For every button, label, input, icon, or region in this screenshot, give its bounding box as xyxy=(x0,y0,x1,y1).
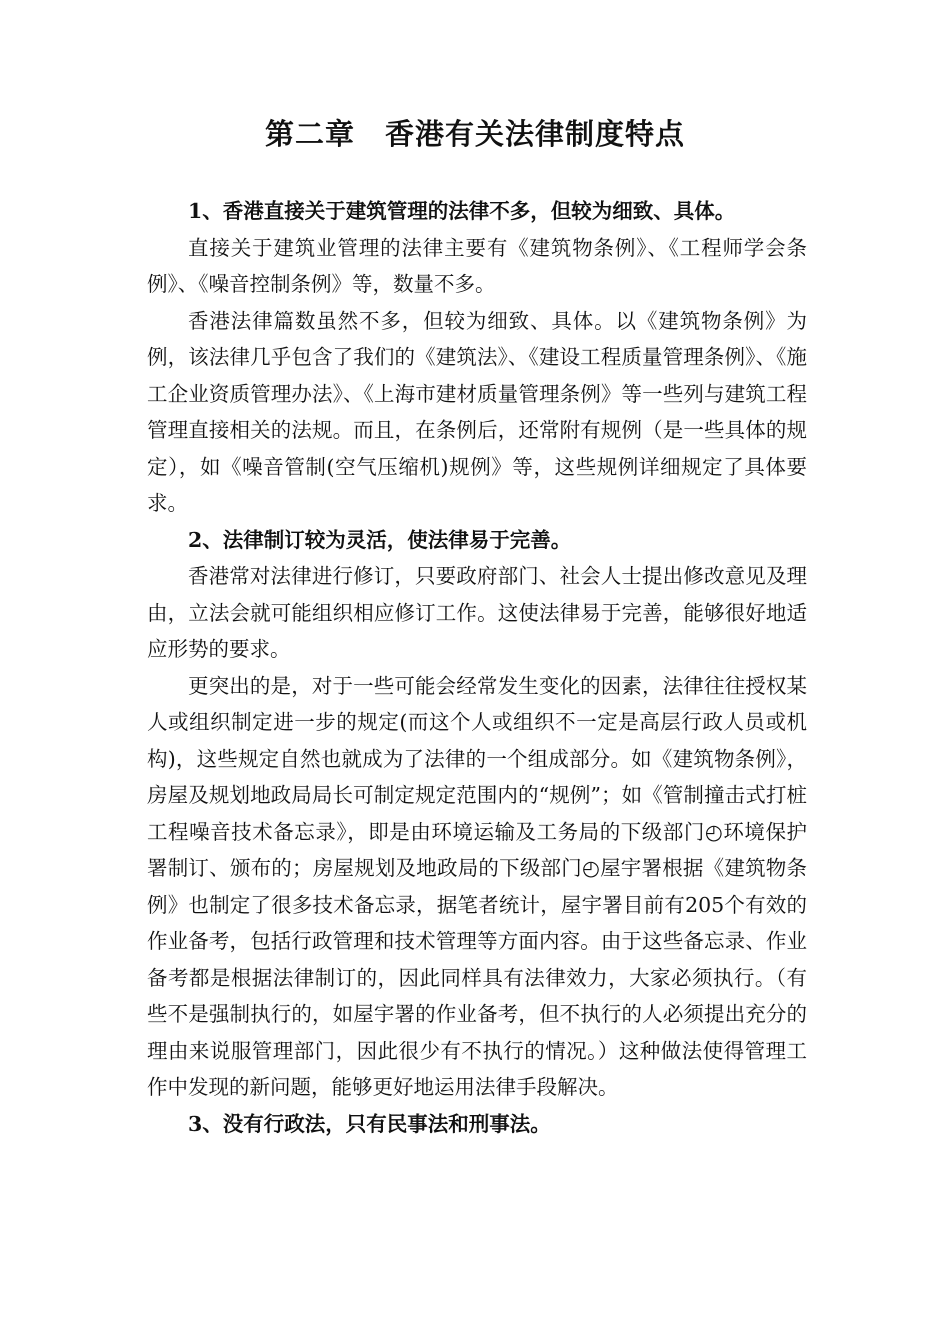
section-heading-3: 3、没有行政法，只有民事法和刑事法。 xyxy=(188,1111,551,1136)
document-body xyxy=(147,193,807,1142)
section-heading-2: 2、法律制订较为灵活，使法律易于完善。 xyxy=(188,527,572,552)
paragraph-delegated-rules: 更突出的是，对于一些可能会经常发生变化的因素，法律往往授权某人或组织制定进一步的规定(而这个人或组织不一定是高层行政人员或机构)，这些规定自然也就成为了法律的一个组成部分。如《建筑物条例》，房屋及规划地政局局长可制定规定范围内的“规例”；如《管制撞击式打桩工程噪音技术备忘录》，即是由环境运输及工务局的下级部门◴环境保护署制订、颁布的；房屋规划及地政局的下级部门◴屋宇署根据《建筑物条例》也制定了很多技术备忘录，据笔者统计，屋宇署目前有205个有效的作业备考，包括行政管理和技术管理等方面内容。由于这些备忘录、作业备考都是根据法律制订的，因此同样具有法律效力，大家必须执行。（有些不是强制执行的，如屋宇署的作业备考，但不执行的人必须提出充分的理由来说服管理部门，因此很少有不执行的情况。）这种做法使得管理工作中发现的新问题，能够更好地运用法律手段解决。 xyxy=(147,673,807,1099)
paragraph-laws-list: 直接关于建筑业管理的法律主要有《建筑物条例》、《工程师学会条例》、《噪音控制条例》等，数量不多。 xyxy=(147,235,807,296)
paragraph-law-revision: 香港常对法律进行修订，只要政府部门、社会人士提出修改意见及理由，立法会就可能组织相应修订工作。这使法律易于完善，能够很好地适应形势的要求。 xyxy=(147,564,807,661)
paragraph-building-ordinance: 香港法律篇数虽然不多，但较为细致、具体。以《建筑物条例》为例，该法律几乎包含了我们的《建筑法》、《建设工程质量管理条例》、《施工企业资质管理办法》、《上海市建材质量管理条例》等一些列与建筑工程管理直接相关的法规。而且，在条例后，还常附有规例（是一些具体的规定），如《噪音管制(空气压缩机)规例》等，这些规例详细规定了具体要求。 xyxy=(147,308,807,515)
chapter-title: 第二章 香港有关法律制度特点 xyxy=(264,117,685,151)
section-heading-1: 1、香港直接关于建筑管理的法律不多，但较为细致、具体。 xyxy=(188,199,736,223)
